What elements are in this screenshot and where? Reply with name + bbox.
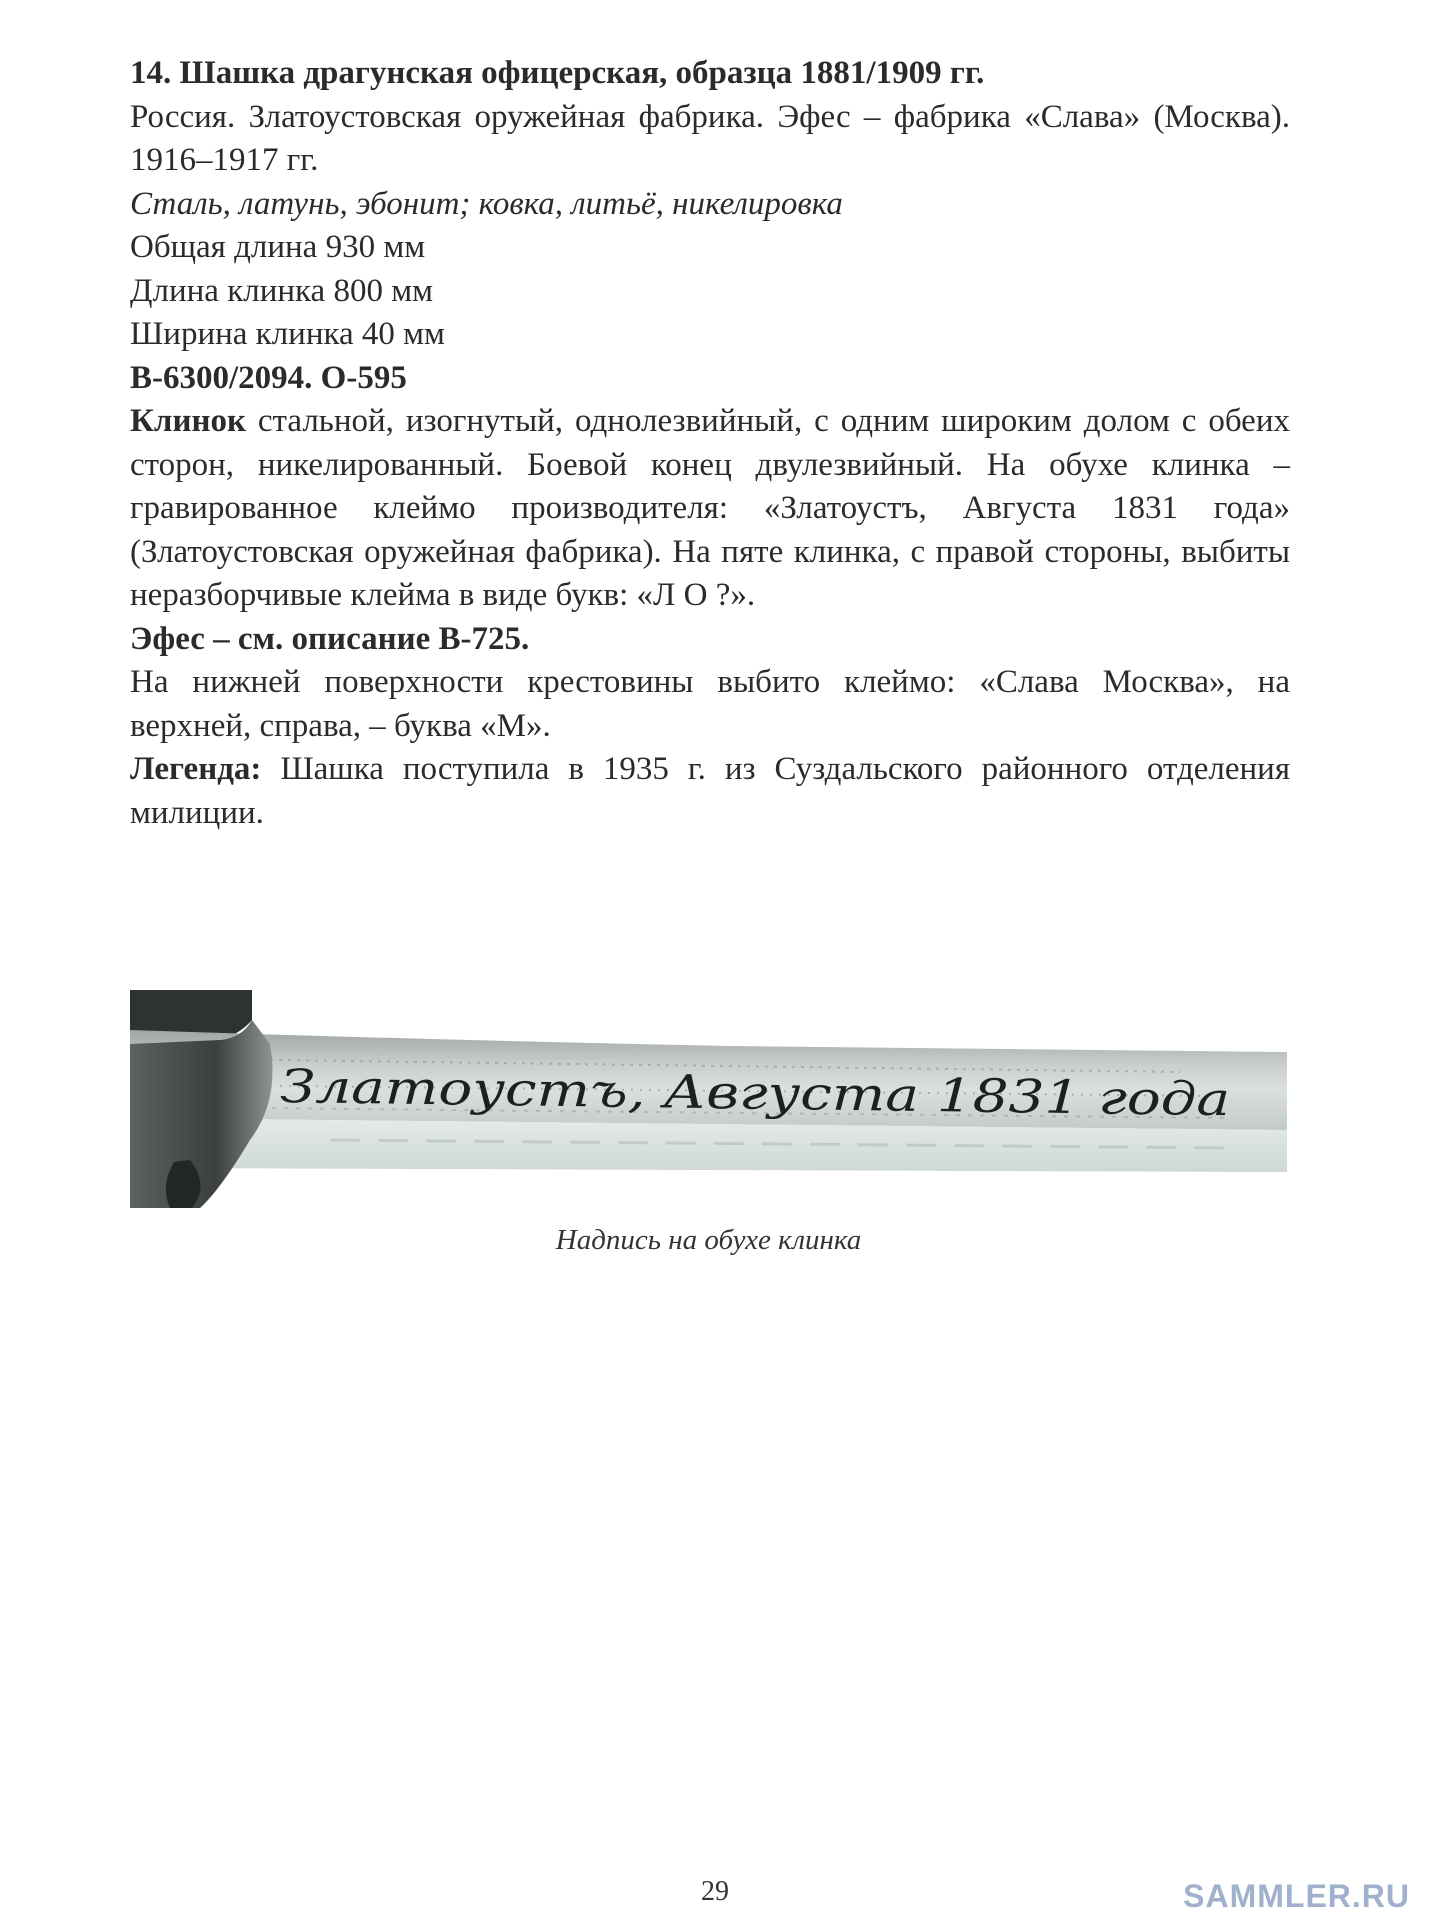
legend-text: Шашка поступила в 1935 г. из Суздальского районного отделения милиции.: [130, 751, 1290, 831]
entry-blade-width: Ширина клинка 40 мм: [130, 316, 445, 352]
hilt-heading: Эфес – см. описание В-725.: [130, 620, 530, 657]
entry-total-length: Общая длина 930 мм: [130, 229, 426, 265]
entry-inventory-number: В-6300/2094. О-595: [130, 359, 407, 396]
blade-text: стальной, изогнутый, однолезвийный, с одним широким долом с обеих сторон, никелированный. Боевой конец двулезвийный. На обухе клинка – гравированное клеймо производителя: «Златоустъ, Августа 1831 года» (Златоустовская оружейная фабрика). На пяте клинка, с правой стороны, выбиты неразборчивые клейма в виде букв: «Л О ?».: [130, 403, 1290, 613]
engraving-inscription: Златоустъ, Августа 1831 года: [279, 1059, 1056, 1124]
catalog-entry: [130, 52, 1290, 835]
entry-origin: Россия. Златоустовская оружейная фабрика. Эфес – фабрика «Слава» (Москва). 1916–1917 гг.: [130, 98, 1290, 178]
blade-spine-photo: [130, 990, 1287, 1208]
hilt-description: На нижней поверхности крестовины выбито клеймо: «Слава Москва», на верхней, справа, – буква «М».: [130, 664, 1290, 744]
entry-materials: Сталь, латунь, эбонит; ковка, литьё, никелировка: [130, 185, 843, 222]
legend-paragraph: [130, 748, 1290, 835]
blade-photo-drawing: [130, 990, 1287, 1208]
blade-label: Клинок: [130, 403, 246, 439]
entry-title: 14. Шашка драгунская офицерская, образца 1881/1909 гг.: [130, 55, 985, 91]
watermark: SAMMLER.RU: [1183, 1878, 1410, 1914]
entry-blade-length: Длина клинка 800 мм: [130, 272, 433, 309]
legend-label: Легенда:: [130, 751, 262, 787]
figure-caption: Надпись на обухе клинка: [555, 1224, 862, 1256]
blade-description: [130, 400, 1290, 618]
page-number: 29: [701, 1876, 729, 1907]
